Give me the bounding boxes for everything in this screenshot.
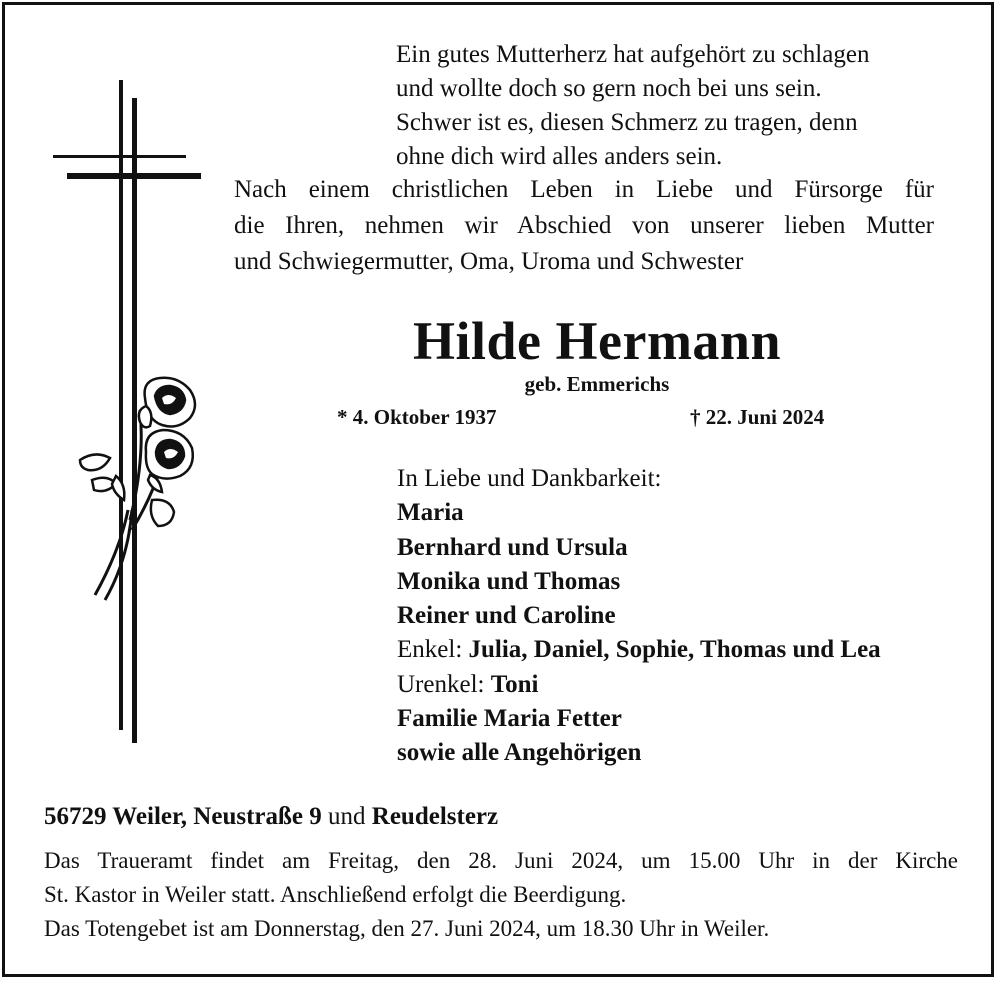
address-connector: und (328, 803, 366, 830)
birth-name: geb. Emmerichs (524, 372, 670, 396)
mourner-entry: Bernhard und Ursula (397, 533, 628, 561)
mourners-list (397, 462, 881, 771)
intro-line: Nach einem christlichen Leben in Liebe und Fürsorge für (234, 176, 934, 203)
grandchildren-names: Julia, Daniel, Sophie, Thomas und Lea (468, 636, 881, 664)
poem-line: Ein gutes Mutterherz hat aufgehört zu schlagen (396, 41, 870, 68)
grandchildren-label: Enkel: (397, 636, 463, 664)
mourners-heading: In Liebe und Dankbarkeit: (397, 465, 662, 492)
address-place: Reudelsterz (371, 803, 499, 830)
great-grandchildren-names: Toni (490, 670, 539, 698)
death-date: † 22. Juni 2024 (690, 405, 825, 429)
cross-with-roses-icon (50, 80, 210, 750)
poem-line: ohne dich wird alles anders sein. (396, 143, 723, 170)
deceased-name: Hilde Hermann (413, 311, 781, 371)
great-grandchildren-line (397, 668, 881, 702)
address-street: 56729 Weiler, Neustraße 9 (44, 803, 322, 830)
birth-date: * 4. Oktober 1937 (337, 405, 497, 429)
poem-line: Schwer ist es, diesen Schmerz zu tragen, denn (396, 109, 858, 136)
address-line (44, 803, 498, 831)
intro-line: und Schwiegermutter, Oma, Uroma und Schwester (234, 248, 744, 275)
service-line: Das Totengebet ist am Donnerstag, den 27. Juni 2024, um 18.30 Uhr in Weiler. (44, 916, 770, 941)
intro-text (234, 172, 934, 280)
mourner-entry: Familie Maria Fetter (397, 705, 622, 733)
intro-line: die Ihren, nehmen wir Abschied von unserer lieben Mutter (234, 212, 934, 239)
grandchildren-line (397, 633, 881, 667)
service-line: Das Traueramt findet am Freitag, den 28. Juni 2024, um 15.00 Uhr in der Kirche (44, 848, 958, 873)
great-grandchildren-label: Urenkel: (397, 670, 485, 698)
mourner-entry: Maria (397, 499, 464, 527)
service-line: St. Kastor in Weiler statt. Anschließend erfolgt die Beerdigung. (44, 882, 627, 907)
poem (396, 38, 869, 174)
mourner-entry: Monika und Thomas (397, 567, 621, 595)
mourner-entry: Reiner und Caroline (397, 602, 616, 630)
service-info (44, 844, 958, 946)
poem-line: und wollte doch so gern noch bei uns sein. (396, 75, 822, 102)
mourner-entry: sowie alle Angehörigen (397, 739, 642, 767)
